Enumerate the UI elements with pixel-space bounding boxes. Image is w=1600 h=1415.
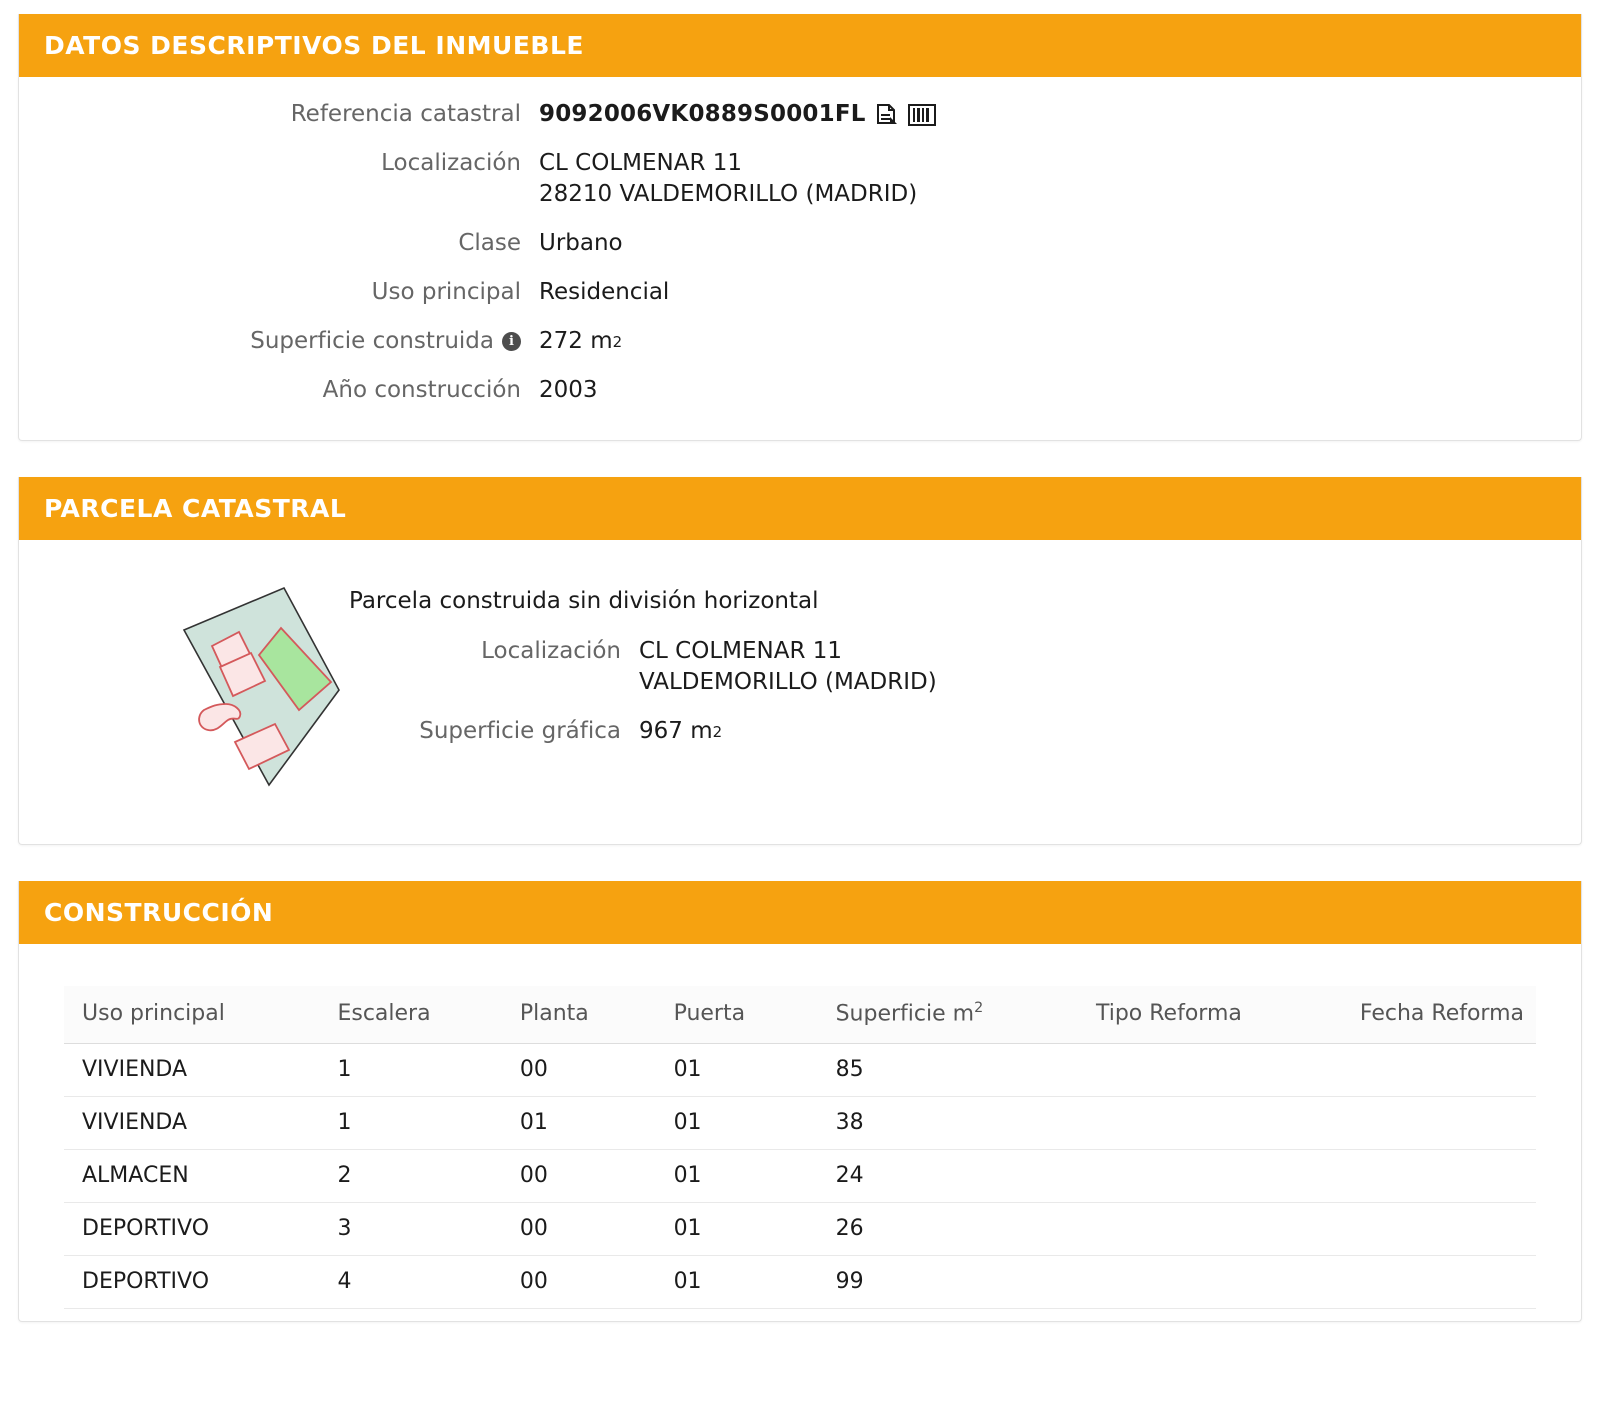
col-header-uso-principal: Uso principal <box>64 986 319 1043</box>
col-header-tipo-reforma: Tipo Reforma <box>1078 986 1342 1043</box>
parcel-title: Parcela construida sin división horizontal <box>349 588 819 615</box>
row-parcel-localizacion <box>349 636 1581 698</box>
cell-escalera: 3 <box>319 1202 501 1255</box>
section-header-construccion: CONSTRUCCIÓN <box>19 881 1581 944</box>
cell-superficie: 38 <box>818 1096 1078 1149</box>
col-header-superficie-exp: 2 <box>974 1000 984 1017</box>
barcode-icon[interactable] <box>908 103 936 127</box>
section-header-datos: DATOS DESCRIPTIVOS DEL INMUEBLE <box>19 14 1581 77</box>
value-parcel-localizacion-line2: VALDEMORILLO (MADRID) <box>639 669 937 696</box>
cell-puerta: 01 <box>656 1096 818 1149</box>
cell-tipo-reforma <box>1078 1096 1342 1149</box>
cell-fecha-reforma <box>1342 1202 1536 1255</box>
label-parcel-localizacion: Localización <box>481 638 621 665</box>
construccion-table-body <box>64 1043 1536 1308</box>
cell-uso-principal: VIVIENDA <box>64 1096 319 1149</box>
section-body-parcela <box>19 540 1581 844</box>
section-body-construccion <box>19 944 1581 1320</box>
label-superficie-construida-text: Superficie construida <box>250 328 494 355</box>
label-localizacion: Localización <box>381 150 521 177</box>
label-clase: Clase <box>458 230 521 257</box>
cell-uso-principal: DEPORTIVO <box>64 1255 319 1308</box>
value-parcel-localizacion <box>639 636 937 698</box>
section-body-datos <box>19 77 1581 440</box>
value-superficie-construida-exp: 2 <box>612 332 623 351</box>
cell-fecha-reforma <box>1342 1255 1536 1308</box>
table-header-row <box>64 986 1536 1043</box>
cell-fecha-reforma <box>1342 1149 1536 1202</box>
row-superficie-construida <box>19 326 1581 357</box>
cell-tipo-reforma <box>1078 1202 1342 1255</box>
value-uso-principal: Residencial <box>539 279 670 306</box>
value-superficie-grafica-exp: 2 <box>712 722 723 741</box>
table-row <box>64 1043 1536 1096</box>
value-anio-construccion: 2003 <box>539 377 598 404</box>
col-header-escalera: Escalera <box>319 986 501 1043</box>
cell-uso-principal: ALMACEN <box>64 1149 319 1202</box>
label-superficie-construida <box>19 326 539 357</box>
cell-escalera: 2 <box>319 1149 501 1202</box>
table-row <box>64 1202 1536 1255</box>
value-superficie-grafica <box>639 716 722 747</box>
cell-escalera: 1 <box>319 1043 501 1096</box>
parcel-map-thumbnail[interactable] <box>19 570 349 814</box>
section-construccion <box>18 881 1582 1321</box>
section-header-parcela: PARCELA CATASTRAL <box>19 477 1581 540</box>
row-uso-principal <box>19 277 1581 308</box>
row-clase <box>19 228 1581 259</box>
col-header-superficie <box>818 986 1078 1043</box>
label-uso-principal: Uso principal <box>371 279 521 306</box>
cell-tipo-reforma <box>1078 1255 1342 1308</box>
cell-planta: 00 <box>502 1255 656 1308</box>
cell-planta: 00 <box>502 1202 656 1255</box>
cell-planta: 00 <box>502 1149 656 1202</box>
label-anio-construccion: Año construcción <box>322 377 521 404</box>
col-header-planta: Planta <box>502 986 656 1043</box>
row-anio-construccion <box>19 375 1581 406</box>
cell-uso-principal: DEPORTIVO <box>64 1202 319 1255</box>
cell-puerta: 01 <box>656 1202 818 1255</box>
row-referencia-catastral <box>19 99 1581 130</box>
label-superficie-grafica: Superficie gráfica <box>419 718 621 745</box>
col-header-superficie-text: Superficie m <box>835 1001 975 1027</box>
value-localizacion-line2: 28210 VALDEMORILLO (MADRID) <box>539 181 918 208</box>
cell-uso-principal: VIVIENDA <box>64 1043 319 1096</box>
cell-fecha-reforma <box>1342 1096 1536 1149</box>
cell-superficie: 99 <box>818 1255 1078 1308</box>
value-superficie-grafica-text: 967 m <box>639 718 713 745</box>
value-localizacion-line1: CL COLMENAR 11 <box>539 150 743 177</box>
cell-escalera: 1 <box>319 1096 501 1149</box>
cell-puerta: 01 <box>656 1255 818 1308</box>
value-referencia-catastral: 9092006VK0889S0001FL <box>539 101 866 127</box>
construccion-table <box>64 986 1536 1308</box>
cell-escalera: 4 <box>319 1255 501 1308</box>
value-clase: Urbano <box>539 230 623 257</box>
table-row <box>64 1149 1536 1202</box>
value-referencia-catastral-wrap <box>539 99 936 130</box>
cell-puerta: 01 <box>656 1149 818 1202</box>
value-superficie-construida <box>539 326 622 357</box>
cell-superficie: 85 <box>818 1043 1078 1096</box>
copy-reference-icon[interactable] <box>876 103 898 127</box>
table-row <box>64 1096 1536 1149</box>
cell-tipo-reforma <box>1078 1043 1342 1096</box>
label-referencia-catastral: Referencia catastral <box>290 101 521 127</box>
row-localizacion <box>19 148 1581 210</box>
row-superficie-grafica <box>349 716 1581 747</box>
cell-fecha-reforma <box>1342 1043 1536 1096</box>
value-parcel-localizacion-line1: CL COLMENAR 11 <box>639 638 843 665</box>
col-header-puerta: Puerta <box>656 986 818 1043</box>
section-parcela-catastral <box>18 477 1582 845</box>
value-localizacion <box>539 148 917 210</box>
section-datos-descriptivos <box>18 14 1582 441</box>
parcel-info <box>349 570 1581 765</box>
catastro-report-page <box>0 14 1600 1322</box>
table-row <box>64 1255 1536 1308</box>
cell-puerta: 01 <box>656 1043 818 1096</box>
col-header-fecha-reforma: Fecha Reforma <box>1342 986 1536 1043</box>
value-superficie-construida-text: 272 m <box>539 328 613 355</box>
construccion-table-head <box>64 986 1536 1043</box>
info-icon[interactable]: i <box>502 332 521 351</box>
cell-planta: 00 <box>502 1043 656 1096</box>
cell-planta: 01 <box>502 1096 656 1149</box>
cell-tipo-reforma <box>1078 1149 1342 1202</box>
cell-superficie: 26 <box>818 1202 1078 1255</box>
cell-superficie: 24 <box>818 1149 1078 1202</box>
